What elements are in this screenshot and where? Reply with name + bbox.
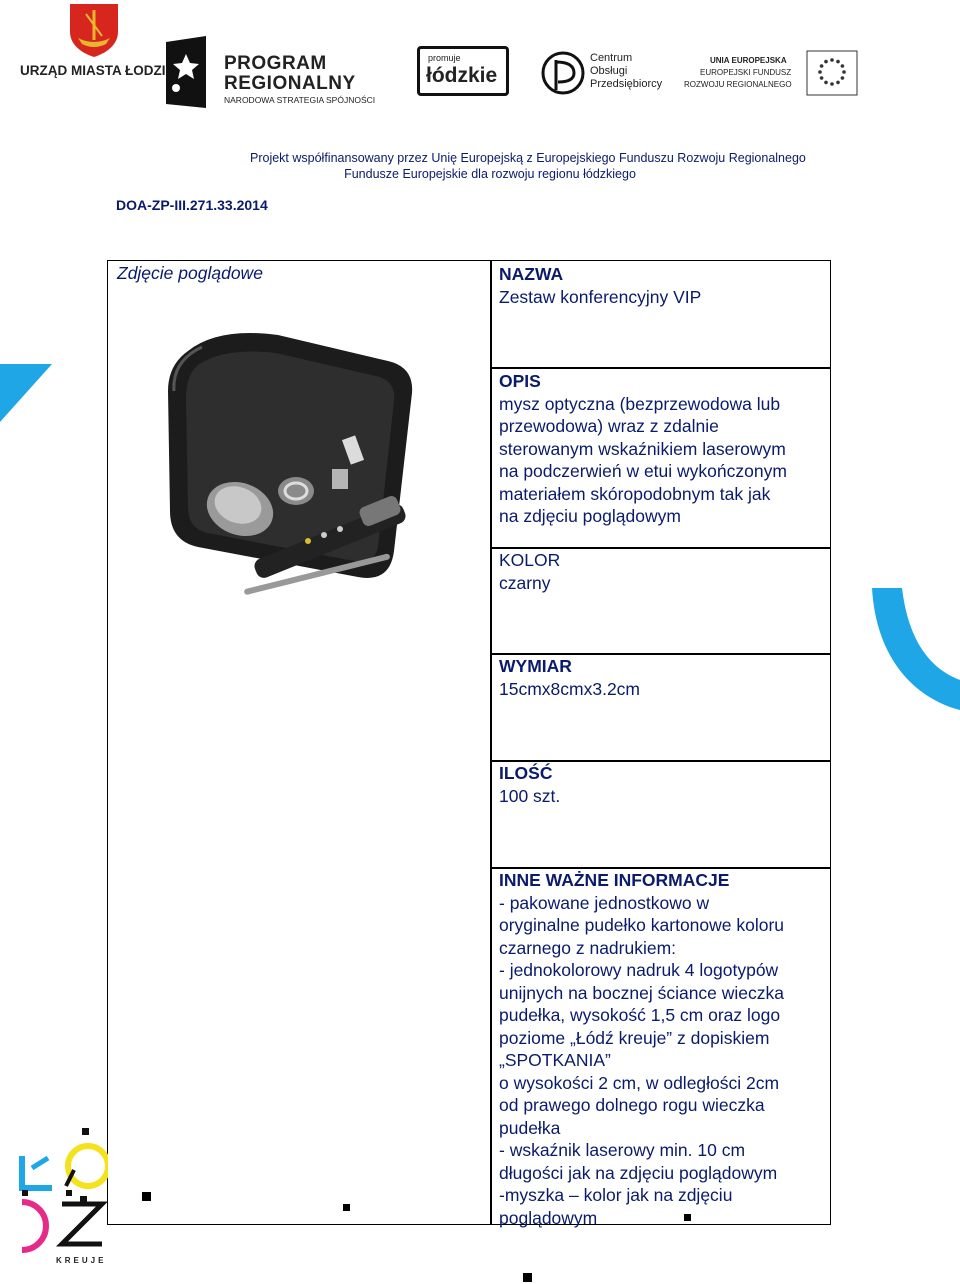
decorative-dot	[142, 1192, 151, 1201]
project-cofinancing-note	[250, 150, 806, 182]
description-heading: OPIS	[499, 371, 541, 391]
decorative-dot	[343, 1204, 350, 1211]
eu-logo	[682, 50, 860, 96]
lodz-kreuje-mark-icon	[18, 1128, 108, 1254]
eu-line3: ROZWOJU REGIONALNEGO	[684, 80, 792, 89]
cop-line2: Obsługi	[590, 65, 628, 77]
row-divider	[490, 367, 830, 369]
other-info-heading: INNE WAŻNE INFORMACJE	[499, 870, 730, 890]
program-title-1: PROGRAM	[224, 53, 327, 74]
other-info-line: - pakowane jednostkowo w	[499, 892, 710, 913]
cyan-arc-shape-right	[868, 588, 960, 710]
eu-stars-flag-icon	[806, 50, 858, 96]
description-line: mysz optyczna (bezprzewodowa lub	[499, 393, 781, 414]
other-info-line: poziome „Łódź kreuje” z dopiskiem	[499, 1027, 770, 1048]
quantity-value: 100 szt.	[499, 785, 561, 806]
cop-emblem-icon	[540, 50, 586, 96]
product-spec-table	[107, 260, 831, 1228]
other-info-line: pudełka	[499, 1117, 561, 1138]
document-reference: DOA-ZP-III.271.33.2014	[116, 197, 268, 213]
photo-label: Zdjęcie poglądowe	[117, 263, 263, 283]
promuje-lodzkie-logo	[417, 46, 509, 96]
decorative-dot	[684, 1214, 691, 1221]
quantity-heading: ILOŚĆ	[499, 763, 553, 783]
cop-line1: Centrum	[590, 52, 633, 64]
program-subtitle: NARODOWA STRATEGIA SPÓJNOŚCI	[224, 95, 376, 105]
color-heading: KOLOR	[499, 550, 561, 570]
description-cell	[499, 370, 822, 528]
name-value: Zestaw konferencyjny VIP	[499, 286, 702, 307]
dimension-value: 15cmx8cmx3.2cm	[499, 678, 641, 699]
description-line: na zdjęciu poglądowym	[499, 506, 681, 526]
color-cell	[499, 549, 822, 594]
quantity-cell	[499, 762, 822, 807]
other-info-line: oryginalne pudełko kartonowe koloru	[499, 915, 785, 935]
product-photo	[158, 321, 458, 606]
other-info-line: o wysokości 2 cm, w odległości 2cm	[499, 1072, 780, 1093]
star-flag-icon	[162, 36, 212, 108]
other-info-line: długości jak na zdjęciu poglądowym	[499, 1162, 778, 1183]
other-info-cell	[499, 869, 822, 1229]
name-cell	[499, 263, 822, 308]
description-line: materiałem skóropodobnym tak jak	[499, 483, 771, 504]
dimension-heading: WYMIAR	[499, 656, 572, 676]
cop-line3: Przedsiębiorcy	[590, 78, 663, 90]
decorative-dot	[523, 1273, 532, 1282]
other-info-line: -myszka – kolor jak na zdjęciu	[499, 1185, 733, 1205]
project-line-2: Fundusze Europejskie dla rozwoju regionu łódzkiego	[344, 167, 636, 181]
promuje-small: promuje	[428, 53, 461, 63]
city-crest-icon	[64, 2, 124, 58]
city-office-logo	[20, 0, 170, 90]
eu-line2: EUROPEJSKI FUNDUSZ	[700, 68, 792, 77]
dimension-cell	[499, 655, 822, 700]
eu-line1: UNIA EUROPEJSKA	[710, 56, 787, 65]
column-divider	[490, 261, 492, 1224]
project-line-1: Projekt współfinansowany przez Unię Europejską z Europejskiego Funduszu Rozwoju Regionalnego	[250, 151, 806, 165]
other-info-line: - wskaźnik laserowy min. 10 cm	[499, 1140, 746, 1160]
other-info-line: - jednokolorowy nadruk 4 logotypów	[499, 960, 779, 980]
lodz-kreuje-logo	[18, 1128, 108, 1270]
promuje-big: łódzkie	[426, 64, 498, 87]
city-office-name: URZĄD MIASTA ŁODZI	[20, 63, 166, 78]
kreuje-label: KREUJE	[56, 1256, 107, 1265]
program-title-2: REGIONALNY	[224, 73, 356, 94]
other-info-line: poglądowym	[499, 1207, 598, 1228]
program-regionalny-logo	[162, 36, 392, 108]
description-line: sterowanym wskaźnikiem laserowym	[499, 438, 786, 459]
other-info-line: czarnego z nadrukiem:	[499, 937, 677, 958]
other-info-line: od prawego dolnego rogu wieczka	[499, 1095, 765, 1115]
cop-logo	[540, 48, 663, 98]
color-value: czarny	[499, 572, 551, 593]
other-info-line: unijnych na bocznej ściance wieczka	[499, 982, 785, 1003]
other-info-line: „SPOTKANIA”	[499, 1050, 611, 1070]
other-info-line: pudełka, wysokość 1,5 cm oraz logo	[499, 1005, 781, 1025]
cyan-corner-shape-left	[0, 364, 52, 422]
name-heading: NAZWA	[499, 264, 564, 284]
description-line: na podczerwień w etui wykończonym	[499, 461, 787, 481]
description-line: przewodowa) wraz z zdalnie	[499, 416, 719, 436]
